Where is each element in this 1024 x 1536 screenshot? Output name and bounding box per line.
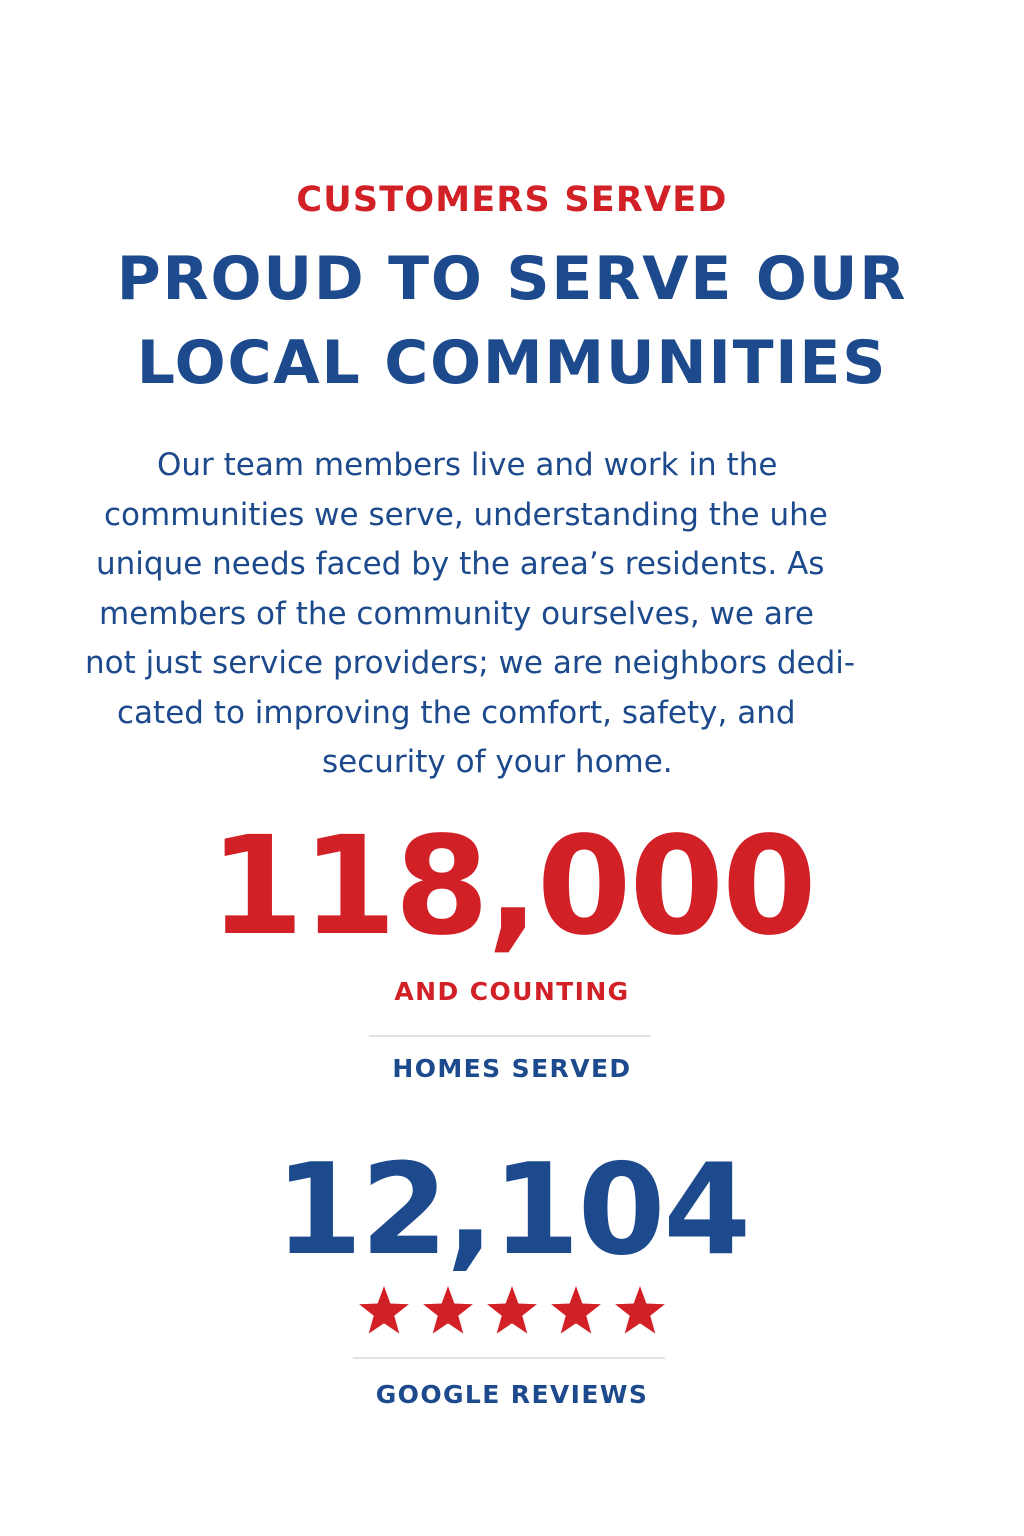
google-reviews-count: 12,104	[274, 1136, 750, 1283]
body-line: not just service providers; we are neighbors dedi-	[85, 645, 856, 681]
star-icon	[421, 1284, 475, 1338]
star-rating	[0, 1284, 1024, 1340]
homes-served-count: 118,000	[209, 808, 815, 966]
section-body	[0, 441, 1024, 788]
homes-served-label: HOMES SERVED	[392, 1054, 632, 1083]
star-icon	[613, 1284, 667, 1338]
body-line: members of the community ourselves, we are	[99, 595, 814, 632]
star-icon	[549, 1284, 603, 1338]
body-line: Our team members live and work in the	[157, 447, 778, 483]
divider	[369, 1035, 651, 1037]
and-counting-label: AND COUNTING	[394, 977, 630, 1006]
section-headline	[0, 237, 1024, 405]
star-icon	[485, 1284, 539, 1338]
divider	[353, 1357, 665, 1359]
star-icon	[357, 1284, 411, 1338]
headline-line: PROUD TO SERVE OUR	[116, 244, 908, 314]
google-reviews-label: GOOGLE REVIEWS	[375, 1380, 649, 1409]
body-line: cated to improving the comfort, safety, and	[117, 694, 796, 731]
section-eyebrow: CUSTOMERS SERVED	[296, 180, 728, 220]
body-line: unique needs faced by the area’s residents. As	[96, 546, 825, 582]
body-line: communities we serve, understanding the uhe	[104, 496, 828, 533]
headline-line: LOCAL COMMUNITIES	[136, 328, 888, 398]
body-line: security of your home.	[322, 744, 673, 780]
